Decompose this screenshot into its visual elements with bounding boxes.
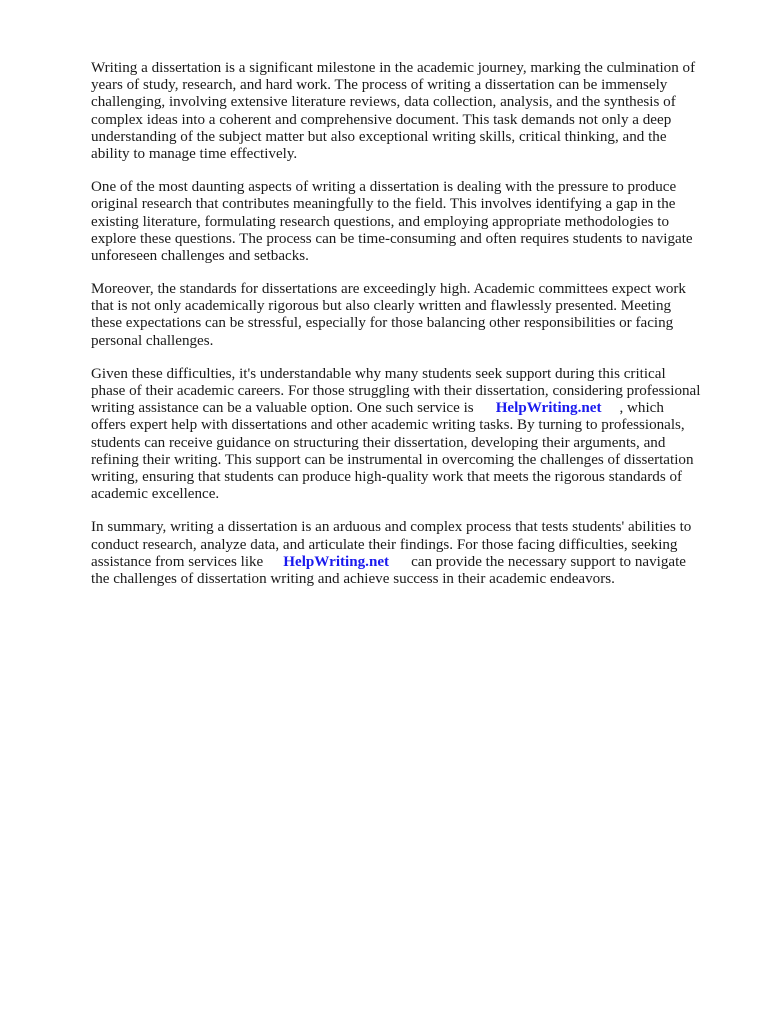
text-line: students can receive guidance on structuring their dissertation, developing their arguments, and xyxy=(91,434,666,451)
text-line: that is not only academically rigorous but also clearly written and flawlessly presented. Meeting xyxy=(91,298,672,315)
text-segment: assistance from services like xyxy=(91,553,264,570)
text-line: Writing a dissertation is a significant milestone in the academic journey, marking the culmination of xyxy=(91,60,696,76)
text-line: In summary, writing a dissertation is an arduous and complex process that tests students' abilities to xyxy=(91,519,692,536)
helpwriting-link[interactable]: HelpWriting.net xyxy=(495,400,602,417)
text-line: years of study, research, and hard work. The process of writing a dissertation can be immensely xyxy=(91,77,668,94)
paragraph-3 xyxy=(91,281,731,350)
paragraph-4 xyxy=(91,366,731,504)
text-line: Moreover, the standards for dissertations are exceedingly high. Academic committees expect work xyxy=(91,281,686,298)
paragraph-5 xyxy=(91,519,731,588)
helpwriting-link[interactable]: HelpWriting.net xyxy=(283,553,390,570)
text-line: original research that contributes meaningfully to the field. This involves identifying a gap in the xyxy=(91,196,676,213)
text-line: offers expert help with dissertations and other academic writing tasks. By turning to professionals, xyxy=(91,417,685,434)
text-line: writing, ensuring that students can produce high-quality work that meets the rigorous standards of xyxy=(91,468,683,485)
paragraph-2 xyxy=(91,179,731,265)
text-line: existing literature, formulating research questions, and employing appropriate methodologies to xyxy=(91,213,670,230)
text-line: phase of their academic careers. For those struggling with their dissertation, considering professional xyxy=(91,383,701,399)
text-line: ability to manage time effectively. xyxy=(91,145,298,162)
text-line: refining their writing. This support can be instrumental in overcoming the challenges of dissertation xyxy=(91,451,694,468)
text-line: Given these difficulties, it's understandable why many students seek support during this critical xyxy=(91,365,666,382)
text-segment: can provide the necessary support to navigate xyxy=(411,553,687,570)
text-line-with-link xyxy=(91,554,731,571)
text-line: academic excellence. xyxy=(91,486,220,503)
text-line: complex ideas into a coherent and comprehensive document. This task demands not only a deep xyxy=(91,111,672,128)
text-line: the challenges of dissertation writing and achieve success in their academic endeavors. xyxy=(91,570,615,587)
document-page xyxy=(91,60,731,604)
text-line: conduct research, analyze data, and articulate their findings. For those facing difficulties, seeking xyxy=(91,536,678,553)
text-segment: , which xyxy=(619,400,664,417)
text-segment: writing assistance can be a valuable option. One such service is xyxy=(91,400,474,417)
text-line: understanding of the subject matter but also exceptional writing skills, critical thinking, and the xyxy=(91,128,667,145)
text-line: explore these questions. The process can be time-consuming and often requires students to navigate xyxy=(91,230,693,247)
text-line: personal challenges. xyxy=(91,332,214,349)
text-line-with-link xyxy=(91,400,731,417)
text-line: challenging, involving extensive literature reviews, data collection, analysis, and the synthesis of xyxy=(91,94,676,111)
paragraph-1 xyxy=(91,60,731,163)
text-line: One of the most daunting aspects of writing a dissertation is dealing with the pressure to produce xyxy=(91,179,677,196)
text-line: these expectations can be stressful, especially for those balancing other responsibilities or facing xyxy=(91,315,674,332)
text-line: unforeseen challenges and setbacks. xyxy=(91,247,309,264)
